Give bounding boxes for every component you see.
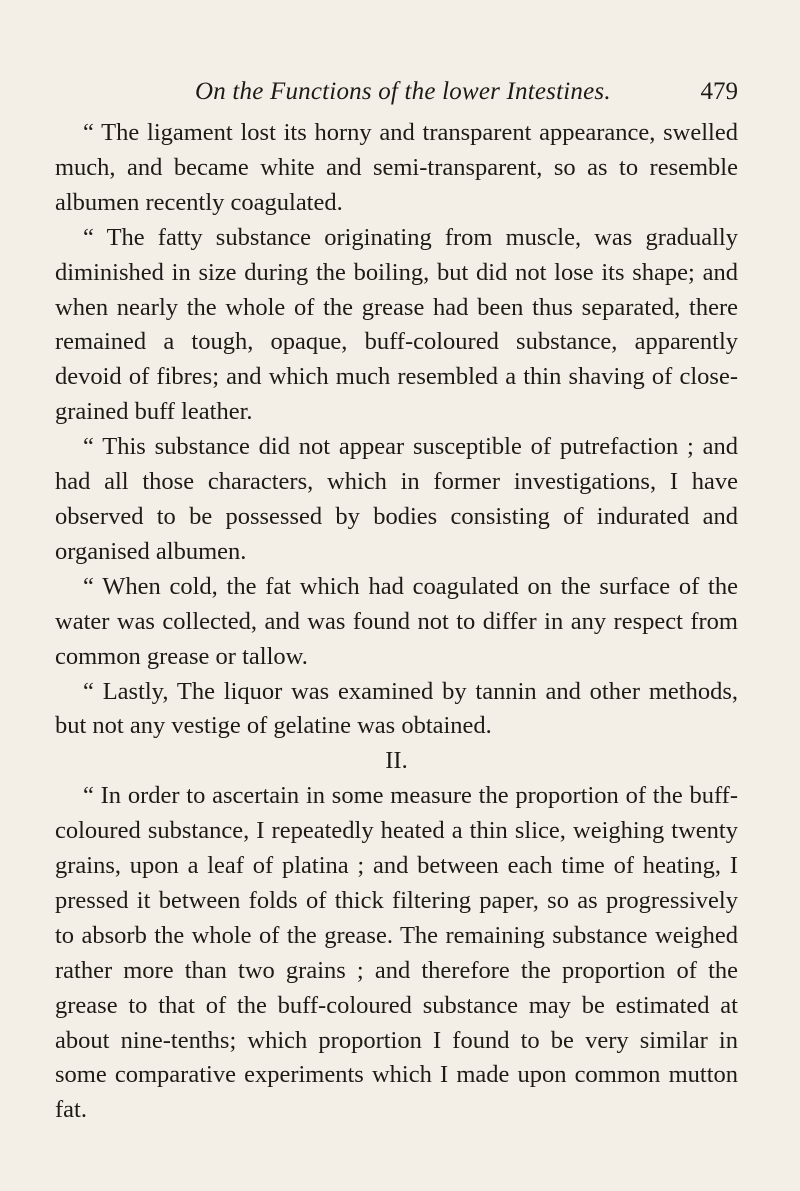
paragraph-proportion: “ In order to ascertain in some measure the proportion of the buff-coloured substance, I repeatedly heated a thin slice, weighing twenty grains, upon a leaf of platina ; and between each time of heating, I pressed it between folds of thick filtering paper, so as progressively to absorb the whole of the grease. The remaining substance weighed rather more than two grains ; and therefore the proportion of the grease to that of the buff-coloured substance may be estimated at about nine-tenths; which proportion I found to be very similar in some comparative experiments which I made upon common mutton fat. [55, 782, 738, 1124]
page-number: 479 [700, 78, 738, 105]
section-number: II. [385, 747, 408, 775]
paragraph-fatty-substance: “ The fatty substance originating from muscle, was gradually diminished in size during the boiling, but did not lose its shape; and when nearly the whole of the grease had been thus separated, there remained a tough, opaque, buff-coloured substance, apparently devoid of fibres; and which much resembled a thin shaving of close-grained buff leather. [55, 223, 738, 426]
paragraph-ligament: “ The ligament lost its horny and transparent appearance, swelled much, and became white and semi-transparent, so as to resemble albumen recently coagulated. [55, 119, 738, 216]
page-header [55, 72, 738, 116]
paragraph-liquor: “ Lastly, The liquor was examined by tannin and other methods, but not any vestige of gelatine was obtained. [55, 677, 738, 740]
body-text [55, 116, 738, 1128]
paragraph-putrefaction: “ This substance did not appear susceptible of putrefaction ; and had all those characters, which in former investigations, I have observed to be possessed by bodies consisting of indurated and organised albumen. [55, 433, 738, 565]
paragraph-cold-fat: “ When cold, the fat which had coagulated on the surface of the water was collected, and was found not to differ in any respect from common grease or tallow. [55, 572, 738, 670]
running-head: On the Functions of the lower Intestines. [195, 78, 611, 105]
